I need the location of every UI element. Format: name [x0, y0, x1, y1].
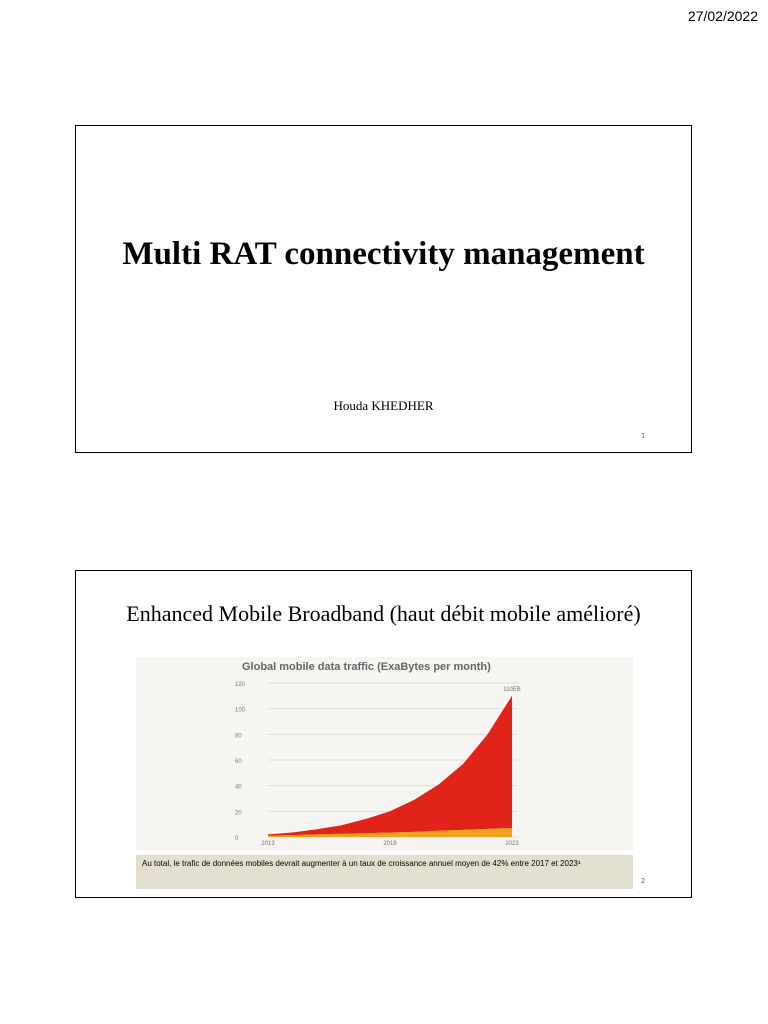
- chart-title: Global mobile data traffic (ExaBytes per month): [242, 661, 491, 673]
- slide-title: Multi RAT connectivity management: [122, 236, 645, 272]
- page-date: 27/02/2022: [687, 8, 758, 24]
- series-area-2: [268, 696, 512, 836]
- y-tick-label: 20: [235, 810, 242, 817]
- x-tick-label: 2013: [261, 841, 275, 847]
- peak-annotation: 110EB: [503, 687, 521, 693]
- slide-caption: Au total, le trafic de données mobiles devrait augmenter à un taux de croissance annuel moyen de 42% entre 2017 et 2023¹: [136, 855, 633, 889]
- slide-1: [75, 125, 692, 453]
- y-tick-label: 80: [235, 733, 242, 740]
- slide-page-number: 1: [641, 433, 645, 440]
- x-tick-label: 2023: [505, 841, 519, 847]
- y-tick-label: 60: [235, 759, 242, 765]
- x-tick-label: 2018: [383, 841, 397, 847]
- slide-2: [75, 570, 692, 898]
- traffic-area-chart: [136, 657, 633, 851]
- y-tick-label: 0: [235, 836, 239, 842]
- slide-page-number: 2: [641, 878, 645, 885]
- y-tick-label: 120: [235, 682, 246, 688]
- chart-panel: [136, 657, 633, 851]
- y-tick-label: 40: [235, 784, 242, 791]
- slide-title: Enhanced Mobile Broadband (haut débit mobile amélioré): [126, 601, 641, 626]
- slide-author: Houda KHEDHER: [333, 398, 434, 413]
- y-tick-label: 100: [235, 707, 246, 714]
